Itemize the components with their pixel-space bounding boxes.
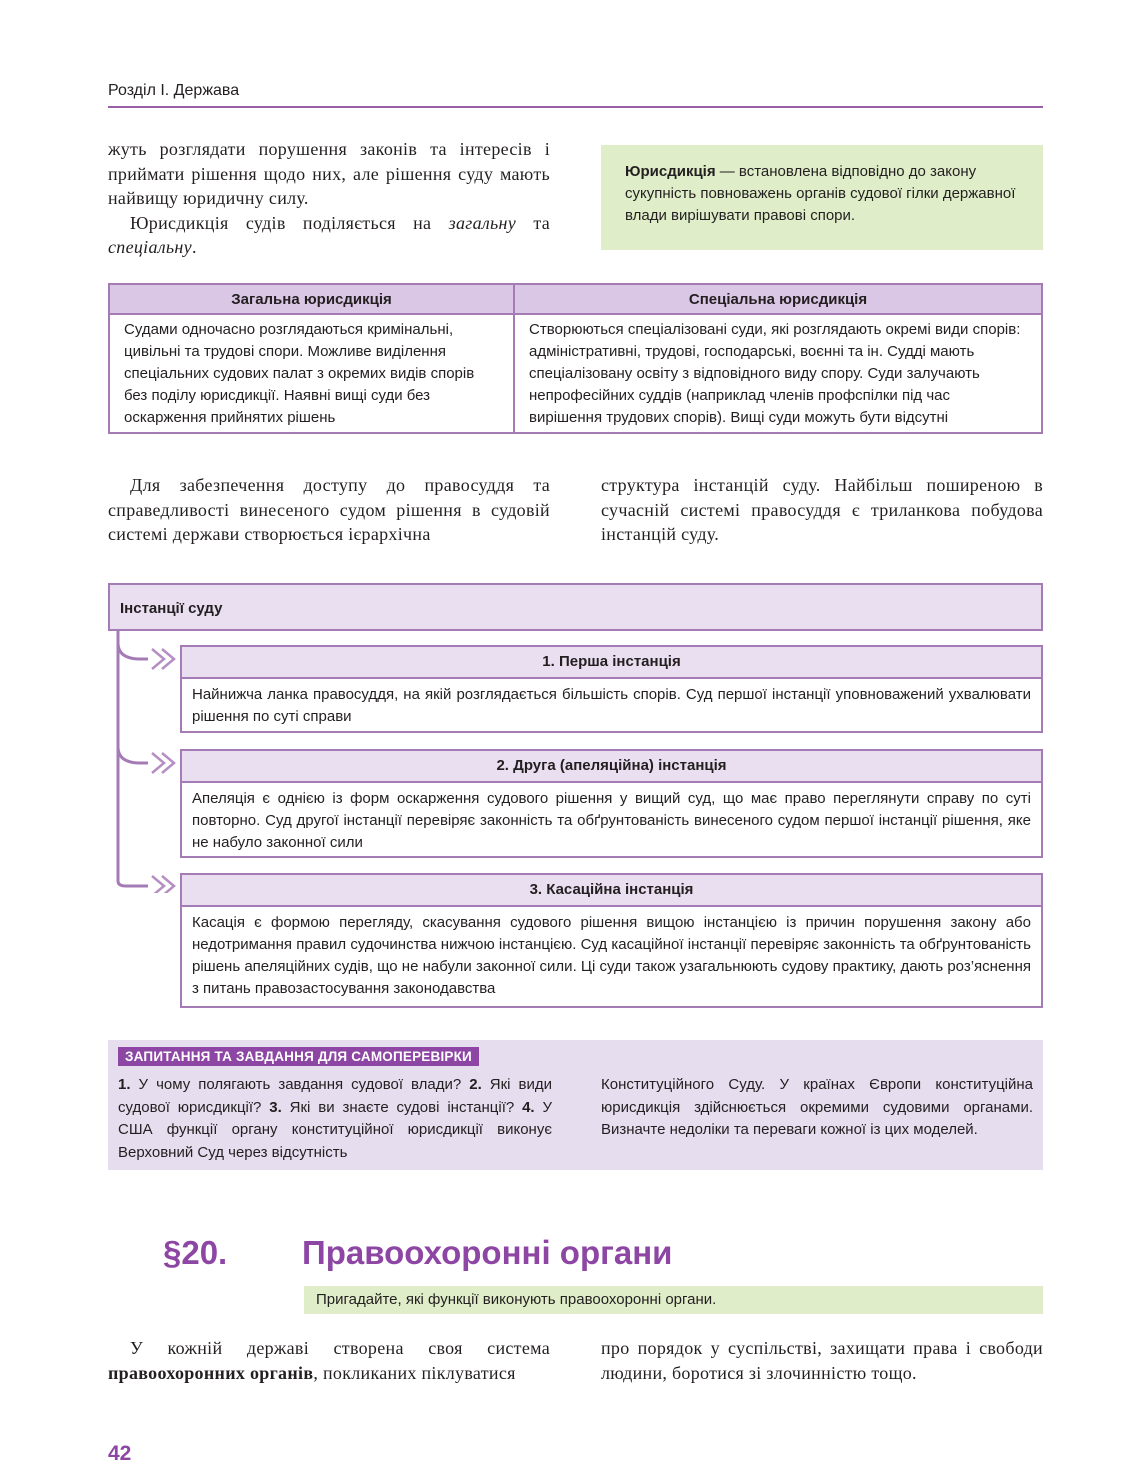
instance-body: Касація є формою перегляду, скасування судового рішення вищою інстанцією із причин порушення закону або недотримання правил судочинства нижчою інстанцією. Суд касаційної інстанції перевіряє законність та обґрунтованість рішень апеляційних судів, що не набули законної сили. Ці суди також узагальнюють судову практику, дають роз’яснення з питань правозастосування законодавства [192,914,1031,997]
instance-body: Найнижча ланка правосуддя, на якій розглядається більшість спорів. Суд першої інстанції уповноважений ухвалювати рішення по суті справи [192,686,1031,725]
intro-paragraph-2 [108,211,550,260]
self-check-label: ЗАПИТАННЯ ТА ЗАВДАННЯ ДЛЯ САМОПЕРЕВІРКИ [118,1047,479,1066]
text-span: , покликаних піклуватися [313,1362,516,1383]
instance-card-first [180,645,1043,733]
page-number: 42 [108,1442,132,1465]
double-arrow-icon [152,649,174,669]
intro-text [108,137,550,260]
question-number: 3. [269,1098,282,1116]
definition-text: — встановлена відповідно до закону сукупність повноважень органів судової гілки державної влади вирішувати правові спори. [625,163,1016,224]
access-paragraph: структура інстанцій суду. Найбільш поширеною в сучасній системі правосуддя є триланкова побудова інстанцій суду. [601,475,1043,544]
table-header: Спеціальна юрисдикція [514,284,1042,314]
instance-title: 3. Касаційна інстанція [182,875,1041,907]
question-number: 2. [469,1076,482,1093]
connector-branch [118,643,148,659]
section-paragraph [108,1336,550,1385]
table-header-row [109,284,1042,314]
table-cell: Створюються спеціалізовані суди, які розглядають окремі види спорів: адміністративні, трудові, господарські, воєнні та ін. Судді мають спеціалізовану освіту з відповідного виду спору. Суди залучають непрофесійних суддів (наприклад членів профспілки під час вирішення трудових спорів). Вищі суди можуть бути відсутні [514,314,1042,433]
section-title: Правоохоронні органи [302,1234,673,1271]
access-paragraph: Для забезпечення доступу до правосуддя та справедливості винесеного судом рішення в судовій системі держави створюється ієрархічна [108,475,550,544]
question-number: 1. [118,1076,131,1093]
term-law-enforcement: правоохоронних органів [108,1362,314,1383]
section-paragraph: про порядок у суспільстві, захищати права і свободи людини, боротися зі злочинністю тощо. [601,1338,1043,1383]
instance-title: 1. Перша інстанція [182,647,1041,679]
instance-card-cassation [180,873,1043,1008]
question-text: Які види судової юрисдикції? [118,1076,553,1116]
table-header: Загальна юрисдикція [109,284,514,314]
definition-term: Юрисдикція [625,163,716,180]
term-special: спеціальну [108,237,192,257]
instances-connector [108,631,182,893]
definition-box [601,145,1043,250]
intro-span: та [516,212,550,233]
intro-span: Юрисдикція судів поділяється на [130,212,449,233]
section-number: §20. [163,1234,228,1271]
jurisdiction-table [108,283,1043,434]
question-number: 4. [522,1098,535,1116]
access-text-left [108,473,550,547]
question-text: У США функції органу конституційної юрисдикції виконує Верховний Суд через відсутність [118,1098,552,1161]
self-check-questions-right: Конституційного Суду. У країнах Європи конституційна юрисдикція здійснюється окремими судовими органами. Визначте недоліки та переваги кожної із цих моделей. [601,1076,1033,1138]
question-text: У чому полягають завдання судової влади? [130,1076,470,1093]
text-span: У кожній державі створена своя система [130,1338,550,1358]
double-arrow-icon [152,876,174,893]
connector-branch [118,747,148,763]
table-row [109,314,1042,433]
section-text-left [108,1336,550,1385]
recall-prompt: Пригадайте, які функції виконують правоохоронні органи. [304,1286,1043,1314]
double-arrow-icon [152,753,174,773]
self-check-box [108,1040,1043,1170]
instance-body: Апеляція є однією із форм оскарження судового рішення у вищий суд, що має право переглянути справу по суті повторно. Суд другої інстанції перевіряє законність та обґрунтованість винесеного судом першої інстанції рішення, яке не набуло законної сили [192,790,1031,851]
running-header: Розділ І. Держава [108,82,240,99]
question-text: Які ви знаєте судові інстанції? [281,1098,523,1116]
term-general: загальну [448,212,517,233]
instance-card-appeal [180,749,1043,858]
access-text-right [601,473,1043,547]
instance-title: 2. Друга (апеляційна) інстанція [182,751,1041,783]
header-rule [108,106,1043,108]
section-text-right [601,1336,1043,1385]
self-check-questions-left [118,1074,552,1164]
intro-span: . [191,237,197,257]
table-cell: Судами одночасно розглядаються кримінальні, цивільні та трудові спори. Можливе виділення спеціальних судових палат з окремих видів спорів без поділу юрисдикції. Наявні вищі суди без оскарження прийнятих рішень [109,314,514,433]
intro-paragraph: жуть розглядати порушення законів та інтересів і приймати рішення щодо них, але рішення суду мають найвищу юридичну силу. [108,139,550,208]
instances-header: Інстанції суду [108,583,1043,631]
